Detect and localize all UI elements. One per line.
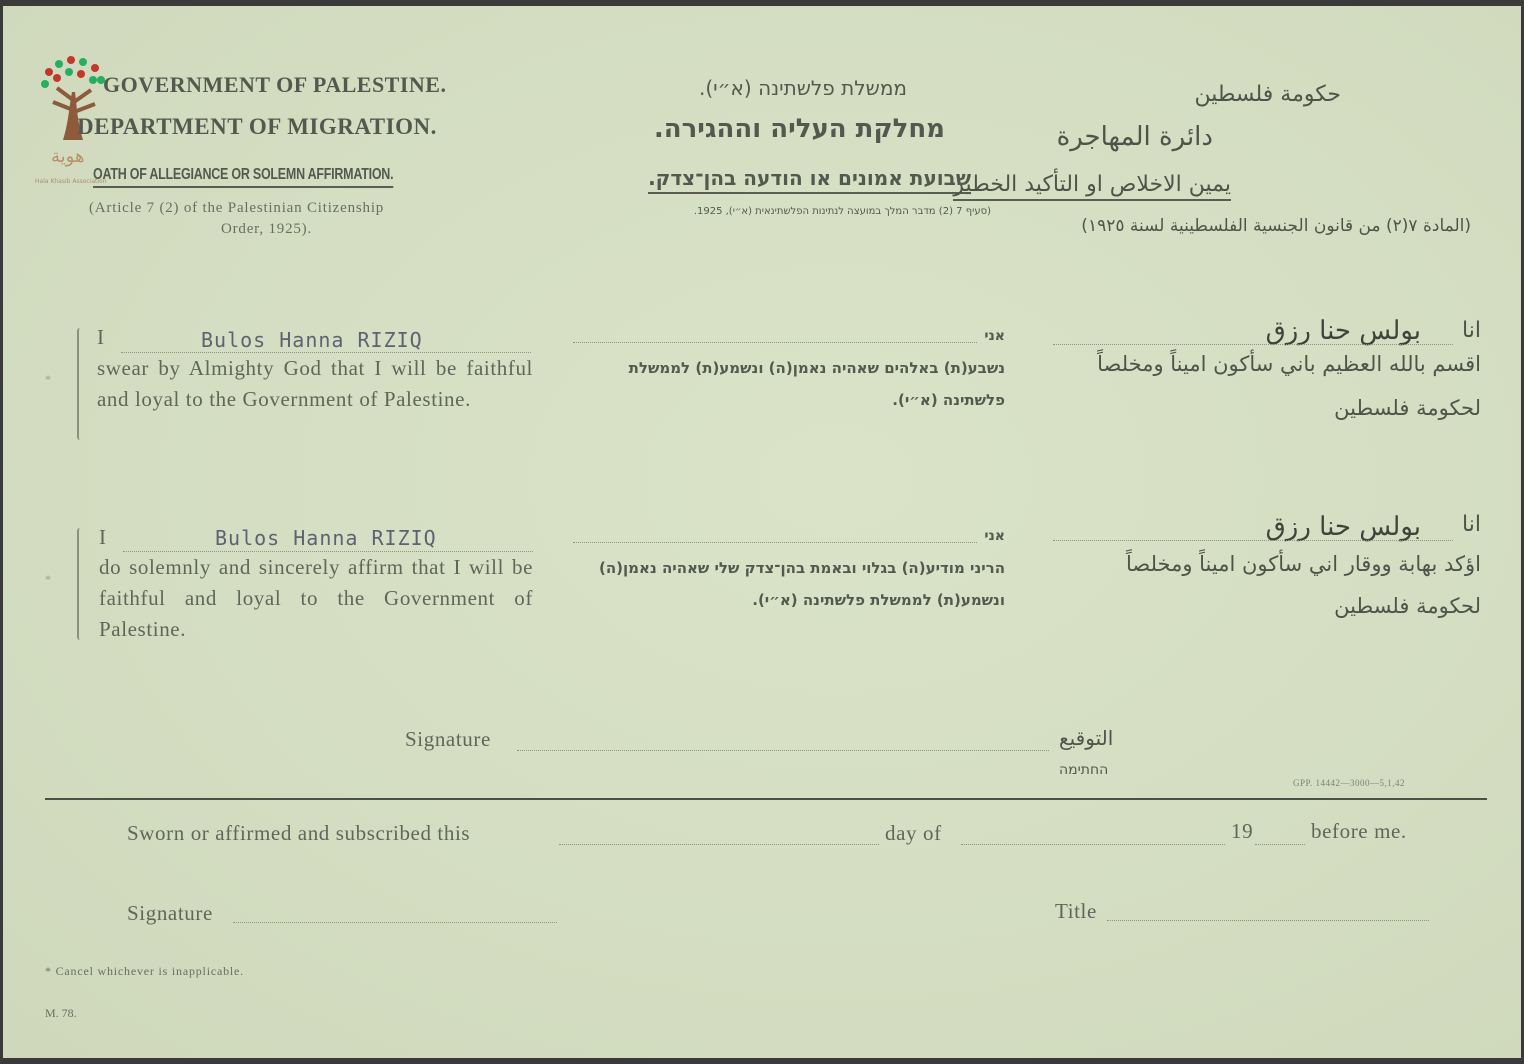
bottom-signature-label: Signature [127,901,213,925]
sworn-year-line[interactable] [1255,844,1305,845]
sworn-month-line[interactable] [961,844,1225,845]
oath-name-ar: بولس حنا رزق [1265,316,1421,346]
header-ar-department: دائرة المهاجرة [1056,122,1213,152]
tree-logo-icon [39,52,109,157]
oath-prefix-en: I [97,325,105,349]
signature-label-he: החתימה [1059,762,1109,778]
affirm-text-ar-1: اؤكد بهابة ووقار اني سأكون اميناً ومخلصاً [1125,552,1481,576]
bottom-title-label: Title [1055,899,1097,923]
logo-text: هوية [51,146,85,167]
signature-label-en: Signature [405,727,491,751]
oath-prefix-he: אני [984,328,1005,344]
header-government: GOVERNMENT OF PALESTINE. [103,72,447,97]
oath-prefix-ar: انا [1462,318,1481,343]
affirm-text-en: do solemnly and sincerely affirm that I will be faithful and loyal to the Government of Palestine. [99,555,533,641]
oath-text-ar-2: لحكومة فلسطين [1334,396,1481,420]
oath-asterisk: * [45,372,51,386]
affirm-prefix-ar: انا [1462,512,1481,537]
affirm-text-he: הריני מודיע(ה) בגלוי ובאמת בהן־צדק שלי שאהיה נאמן(ה) ונשמע(ת) לממשלת פלשתינה (א״י). [599,559,1005,609]
oath-text-en: swear by Almighty God that I will be faithful and loyal to the Government of Palestine. [97,356,533,411]
affirm-prefix-he: אני [984,528,1005,544]
document-sheet [3,6,1521,1058]
header-department: DEPARTMENT OF MIGRATION. [77,114,437,139]
sworn-day-of: day of [885,821,942,845]
oath-text-ar-1: اقسم بالله العظيم باني سأكون اميناً ومخلصاً [1097,352,1481,376]
oath-he-line [573,342,977,343]
header-he-article: (סעיף 7 (2) מדבר המלך במועצה לנתינות הפלשתינאית (א״י), 1925. [693,206,991,217]
sworn-before-me: before me. [1311,819,1407,843]
affirm-text-ar-2: لحكومة فلسطين [1334,594,1481,618]
footnote: * Cancel whichever is inapplicable. [45,964,244,978]
form-number: M. 78. [45,1006,77,1020]
header-ar-oath: يمين الاخلاص او التأكيد الخطير [953,172,1231,201]
sworn-date-line[interactable] [559,844,879,845]
header-article: (Article 7 (2) of the Palestinian Citizenship [89,200,385,216]
header-oath-title: OATH OF ALLEGIANCE OR SOLEMN AFFIRMATION. [93,164,393,188]
affirm-ar-line [1053,540,1453,541]
header-ar-government: حكومة فلسطين [1194,82,1341,107]
affirm-name-en: Bulos Hanna RIZIQ [215,526,437,550]
oath-text-he: נשבע(ת) באלהים שאהיה נאמן(ה) ונשמע(ת) לממשלת פלשתינה (א״י). [628,359,1005,409]
header-ar-article: (المادة ٧(٢) من قانون الجنسية الفلسطينية لسنة ١٩٢٥) [1081,216,1471,236]
affirm-prefix-en: I [99,525,107,549]
signature-line[interactable] [517,750,1049,751]
oath-brace [77,328,83,440]
affirm-asterisk: * [45,572,51,586]
bottom-title-line[interactable] [1107,920,1429,921]
affirm-he-line [573,542,977,543]
sworn-year: 19 [1231,819,1254,843]
affirm-brace [77,528,83,640]
bottom-signature-line[interactable] [233,922,557,923]
affirm-name-ar: بولس حنا رزق [1265,512,1421,542]
header-he-department: מחלקת העליה וההגירה. [653,114,945,144]
oath-ar-line [1053,344,1453,345]
header-he-oath: שבועת אמונים או הודעה בהן־צדק. [648,166,971,194]
sworn-text: Sworn or affirmed and subscribed this [127,821,471,845]
header-he-government: ממשלת פלשתינה (א״י). [699,76,907,100]
logo-subtext: Hala Khasib Association [35,178,107,185]
header-order: Order, 1925). [221,221,313,237]
form-print-code: GPP. 14442—3000—5,1,42 [1293,778,1406,788]
divider-rule [45,798,1487,800]
signature-label-ar: التوقيع [1059,726,1114,750]
oath-name-en: Bulos Hanna RIZIQ [201,328,423,352]
